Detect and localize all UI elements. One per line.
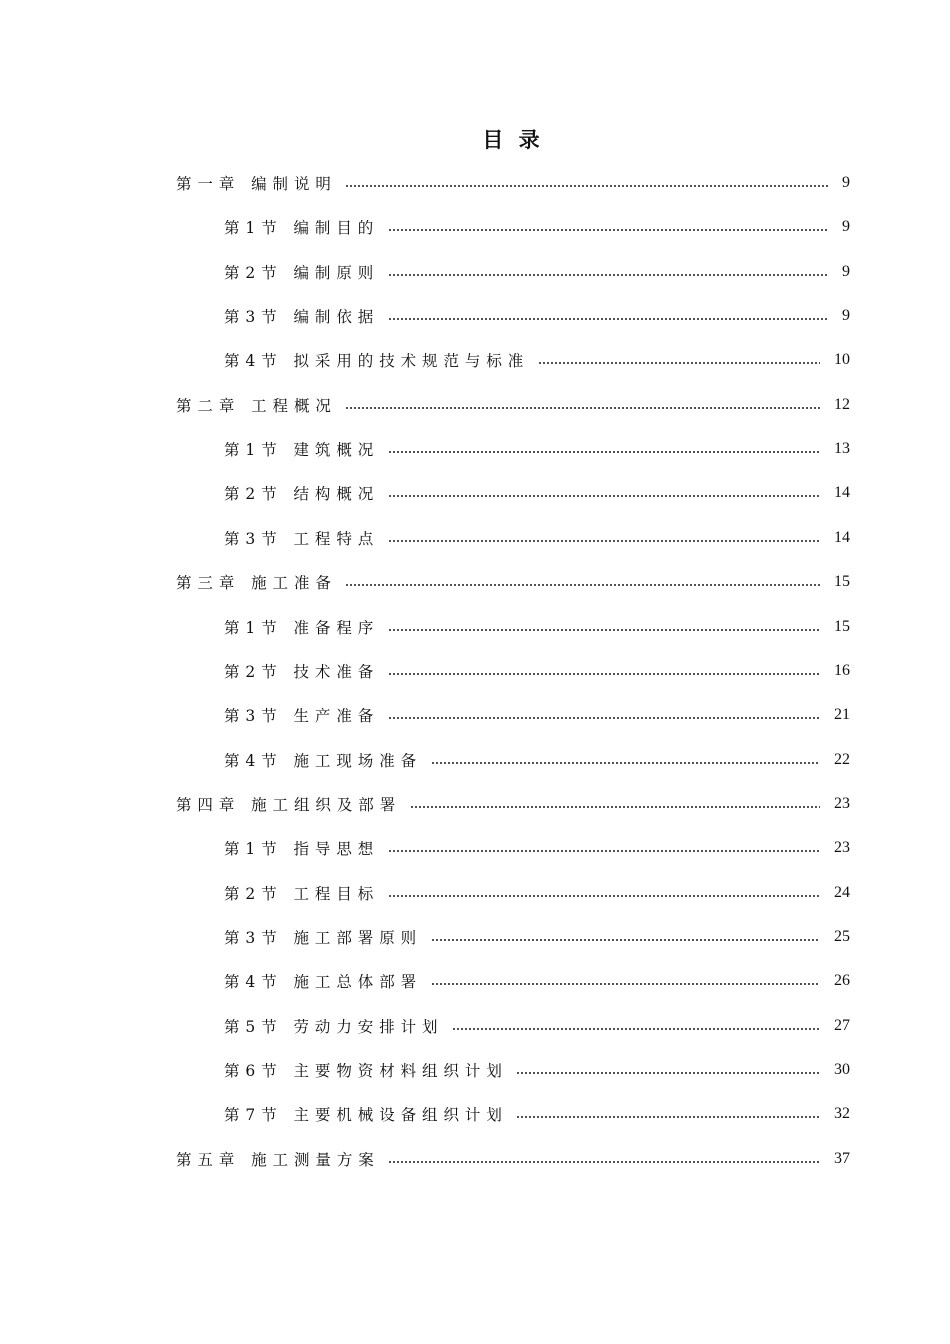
toc-chapter-entry[interactable] <box>176 171 850 195</box>
toc-page-number: 15 <box>834 573 850 591</box>
dot-leader <box>431 760 820 766</box>
toc-chapter-entry[interactable] <box>176 1147 850 1171</box>
dot-leader <box>388 493 820 499</box>
dot-leader <box>431 937 820 943</box>
dot-leader <box>388 449 820 455</box>
dot-leader <box>516 1070 820 1076</box>
dot-leader <box>516 1114 820 1120</box>
toc-chapter-entry[interactable] <box>176 393 850 417</box>
toc-page-number: 22 <box>834 750 850 768</box>
toc-page-number: 9 <box>842 218 850 236</box>
dot-leader <box>345 582 820 588</box>
dot-leader <box>388 1159 820 1165</box>
toc-entry-label: 第 五 章 施 工 测 量 方 案 <box>176 1150 375 1169</box>
toc-entry-label: 第 四 章 施 工 组 织 及 部 署 <box>176 795 396 814</box>
toc-section-entry[interactable] <box>224 1014 850 1038</box>
toc-entry-label: 第 三 章 施 工 准 备 <box>176 574 332 593</box>
dot-leader <box>452 1026 820 1032</box>
toc-page-number: 16 <box>834 661 850 679</box>
toc-section-entry[interactable] <box>224 836 850 860</box>
toc-section-entry[interactable] <box>224 437 850 461</box>
toc-section-entry[interactable] <box>224 1102 850 1126</box>
dot-leader <box>345 405 820 411</box>
toc-page-number: 9 <box>842 307 850 325</box>
toc-chapter-entry[interactable] <box>176 792 850 816</box>
toc-page-number: 32 <box>834 1105 850 1123</box>
dot-leader <box>345 183 828 189</box>
toc-section-entry[interactable] <box>224 659 850 683</box>
toc-entry-label: 第 4 节 拟 采 用 的 技 术 规 范 与 标 准 <box>224 352 524 371</box>
dot-leader <box>431 981 820 987</box>
toc-page-number: 30 <box>834 1061 850 1078</box>
dot-leader <box>388 848 820 854</box>
toc-entry-label: 第 3 节 生 产 准 备 <box>224 707 374 726</box>
toc-entry-label: 第 2 节 结 构 概 况 <box>224 485 374 504</box>
toc-entry-label: 第 1 节 指 导 思 想 <box>224 840 374 859</box>
dot-leader <box>538 360 820 366</box>
dot-leader <box>388 538 820 544</box>
toc-page-number: 9 <box>842 262 850 280</box>
dot-leader <box>388 671 820 677</box>
toc-section-entry[interactable] <box>224 1058 850 1082</box>
toc-entry-label: 第 二 章 工 程 概 况 <box>176 396 332 415</box>
dot-leader <box>388 893 820 899</box>
toc-entry-label: 第 7 节 主 要 机 械 设 备 组 织 计 划 <box>224 1106 503 1125</box>
toc-page-number: 37 <box>834 1149 850 1167</box>
toc-page-number: 12 <box>834 395 850 413</box>
toc-section-entry[interactable] <box>224 615 850 639</box>
toc-entry-label: 第 2 节 编 制 原 则 <box>224 263 374 282</box>
toc-page-number: 13 <box>834 440 850 458</box>
toc-page-number: 27 <box>834 1016 850 1034</box>
dot-leader <box>388 227 828 233</box>
toc-entry-label: 第 4 节 施 工 总 体 部 署 <box>224 973 417 992</box>
dot-leader <box>388 272 828 278</box>
toc-entry-label: 第 1 节 准 备 程 序 <box>224 618 374 637</box>
toc-entry-label: 第 3 节 施 工 部 署 原 则 <box>224 928 417 947</box>
toc-entry-label: 第 5 节 劳 动 力 安 排 计 划 <box>224 1017 439 1036</box>
toc-section-entry[interactable] <box>224 526 850 550</box>
toc-section-entry[interactable] <box>224 348 850 372</box>
toc-entry-label: 第 1 节 建 筑 概 况 <box>224 441 374 460</box>
toc-section-entry[interactable] <box>224 969 850 993</box>
toc-entry-label: 第 一 章 编 制 说 明 <box>176 175 332 193</box>
toc-entry-label: 第 2 节 工 程 目 标 <box>224 884 374 903</box>
toc-chapter-entry[interactable] <box>176 570 850 594</box>
toc-section-entry[interactable] <box>224 215 850 239</box>
toc-page-number: 21 <box>834 706 850 724</box>
toc-page-number: 23 <box>834 794 850 812</box>
toc-entry-label: 第 2 节 技 术 准 备 <box>224 662 374 681</box>
toc-entry-label: 第 3 节 工 程 特 点 <box>224 529 374 548</box>
toc-section-entry[interactable] <box>224 881 850 905</box>
toc-section-entry[interactable] <box>224 260 850 284</box>
dot-leader <box>388 715 820 721</box>
toc-entry-label: 第 6 节 主 要 物 资 材 料 组 织 计 划 <box>224 1062 503 1080</box>
dot-leader <box>388 627 820 633</box>
toc-page-number: 9 <box>842 174 850 191</box>
toc-entry-label: 第 1 节 编 制 目 的 <box>224 219 374 238</box>
toc-page-number: 15 <box>834 617 850 635</box>
toc-section-entry[interactable] <box>224 304 850 328</box>
toc-section-entry[interactable] <box>224 925 850 949</box>
dot-leader <box>410 804 820 810</box>
toc-section-entry[interactable] <box>224 481 850 505</box>
dot-leader <box>388 316 828 322</box>
toc-page-number: 14 <box>834 528 850 546</box>
toc-section-entry[interactable] <box>224 703 850 727</box>
toc-page-number: 14 <box>834 484 850 502</box>
toc-page-number: 26 <box>834 972 850 990</box>
toc-page-number: 10 <box>834 351 850 369</box>
toc-page-number: 23 <box>834 839 850 857</box>
toc-section-entry[interactable] <box>224 748 850 772</box>
toc-page-number: 25 <box>834 927 850 945</box>
toc-entry-label: 第 3 节 编 制 依 据 <box>224 308 374 327</box>
toc-page-number: 24 <box>834 883 850 901</box>
toc-title: 目 录 <box>482 127 544 152</box>
toc-entry-label: 第 4 节 施 工 现 场 准 备 <box>224 751 417 770</box>
